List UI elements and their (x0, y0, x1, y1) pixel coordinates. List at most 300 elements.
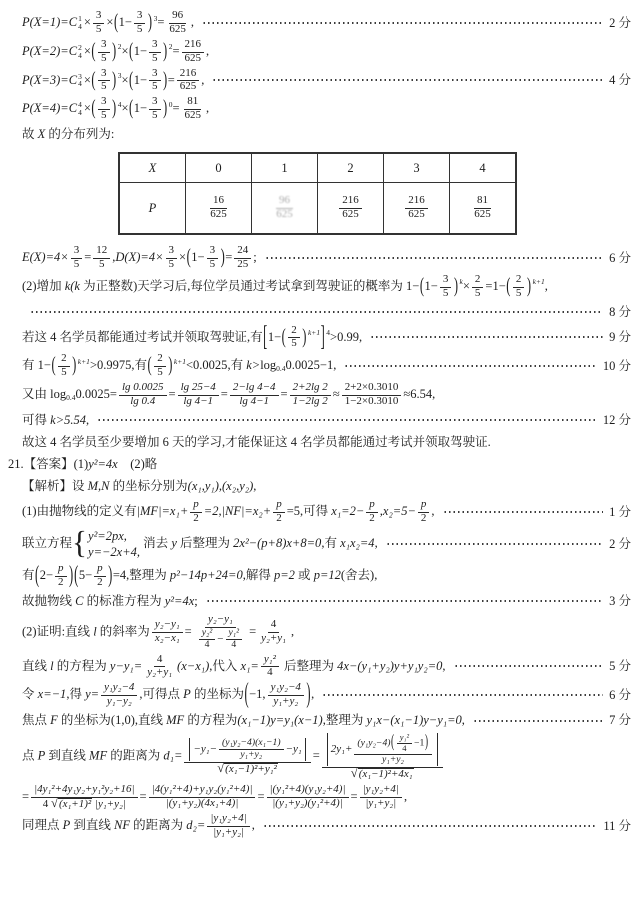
numerator (71, 245, 83, 259)
radical-sign: √ (217, 760, 225, 775)
math-text: P (62, 818, 71, 833)
math-text: p=2 (273, 567, 295, 582)
system-brace: { (72, 525, 88, 561)
text: ,有 (227, 358, 247, 372)
stretchy-delimiter: ) (108, 560, 113, 588)
denominator (182, 53, 205, 65)
math-text: 2+2×0.3010 (344, 381, 399, 393)
table-prob-value (186, 183, 252, 235)
numerator (149, 68, 161, 82)
text: ,代入 (209, 658, 241, 673)
score-label: 3 分 (609, 594, 631, 609)
denominator (366, 513, 378, 525)
math-text: k> (246, 358, 261, 372)
denominator (270, 696, 301, 708)
math-text: 4 (402, 743, 407, 754)
absolute-value (327, 733, 438, 766)
denominator (127, 396, 158, 408)
fraction (154, 353, 166, 379)
square-root (217, 760, 278, 776)
math-text: p (420, 497, 427, 510)
math-text: 12 (96, 244, 108, 256)
math-text: 625 (169, 22, 186, 35)
math-text: 0 (168, 99, 173, 109)
line-content (22, 813, 255, 839)
math-text: D(X)=4× (115, 249, 164, 264)
denominator (40, 795, 129, 811)
math-text: E(X)=4× (22, 249, 69, 264)
text: , (333, 358, 337, 372)
sub-part (78, 80, 82, 88)
math-text: p²−14p+24=0 (169, 567, 243, 582)
math-text: = (157, 14, 165, 29)
dots-leader (206, 595, 603, 608)
text: ; (194, 594, 198, 609)
math-text: y²=2px, (88, 528, 127, 543)
math-text: x₁=2− (331, 503, 365, 518)
denominator (362, 798, 399, 810)
superscript (326, 328, 330, 338)
numerator (149, 39, 161, 53)
numerator (94, 563, 106, 577)
denominator (513, 288, 525, 300)
fraction (71, 245, 83, 271)
stretchy-delimiter: ( (391, 731, 395, 753)
score-label: 5 分 (609, 659, 631, 674)
math-text: × (179, 249, 187, 264)
text: (1)由抛物线的定义有 (22, 503, 137, 518)
math-text: 0.0025−1 (285, 358, 334, 372)
score-label: 12 分 (602, 413, 631, 428)
math-text: 5 (152, 51, 158, 64)
math-text: 24 (237, 244, 249, 256)
score-label: 4 分 (609, 73, 631, 88)
stretchy-delimiter: ( (129, 38, 134, 63)
cell-text: 4 (479, 160, 486, 175)
fraction (472, 274, 484, 300)
line-content (22, 96, 209, 122)
math-text: p (276, 497, 282, 510)
math-text: P (183, 687, 191, 702)
text: 有 (22, 567, 35, 582)
superscript (169, 42, 173, 52)
math-text: 3 (101, 66, 107, 79)
numerator (58, 353, 70, 367)
fraction (58, 353, 70, 379)
math-text: 3 (152, 95, 158, 108)
math-text: y₁y₂−4 (104, 681, 135, 694)
math-text: y₂−y₁ (154, 618, 180, 631)
math-text: lg 4−1 (183, 394, 214, 407)
math-line-1 (0, 10, 643, 36)
numerator (177, 68, 200, 82)
fraction (207, 245, 219, 271)
math-text: d₁= (163, 748, 183, 763)
text: 直线 (22, 658, 51, 673)
fraction (288, 325, 300, 351)
math-line-16 (0, 477, 643, 496)
numerator (184, 96, 201, 110)
text: 后整理为 (176, 535, 234, 550)
math-text: 25 (237, 257, 249, 270)
math-text: 5 (515, 286, 522, 299)
text: 若这 4 名学员都能通过考试并领取驾驶证,有 (22, 329, 263, 344)
numerator (290, 382, 331, 396)
math-text: 2 (291, 323, 297, 336)
math-text: y=−2x+4, (88, 544, 141, 559)
math-text: 2 (58, 575, 64, 588)
dots-leader (443, 505, 604, 518)
math-text: MF (166, 713, 185, 728)
math-text: 5 (73, 257, 80, 270)
numerator (474, 195, 491, 209)
text: , (442, 658, 446, 673)
math-text: = (22, 788, 30, 803)
math-text: 625 (342, 208, 359, 220)
denominator (71, 259, 83, 271)
stretchy-delimiter: ( (91, 38, 96, 63)
stretchy-delimiter: ( (244, 677, 249, 710)
math-text: >0.99 (330, 329, 359, 344)
math-text: P (148, 200, 157, 215)
math-text: 3 (442, 272, 449, 285)
math-text: 5 (101, 109, 107, 122)
denominator (134, 24, 146, 36)
math-text: 96 (279, 194, 290, 207)
math-text: 2 (276, 511, 282, 524)
math-text: 4 (326, 328, 331, 337)
text: , (251, 818, 255, 833)
system-row (88, 544, 140, 560)
math-text: l (93, 624, 97, 639)
math-text: 1−2lg 2 (292, 394, 328, 407)
fraction (98, 39, 110, 65)
sup-sub-stack (78, 73, 82, 89)
math-text: y₁² (228, 626, 240, 638)
numerator (354, 733, 431, 755)
math-text: 216 (342, 194, 359, 207)
math-text: =1− (485, 278, 506, 293)
fraction (149, 68, 161, 94)
line-content (22, 733, 445, 781)
math-text: 5− (78, 567, 93, 582)
math-line-26 (0, 784, 643, 811)
text: 可得 (22, 413, 51, 428)
denominator (149, 81, 161, 93)
math-text: 96 (172, 9, 184, 21)
math-text: −1 (414, 737, 425, 749)
math-text: |y₁y₂+4| (210, 812, 247, 825)
math-text: 4 (78, 108, 82, 118)
text: 联立方程 (22, 535, 73, 550)
math-text: = (257, 788, 265, 803)
math-line-10 (0, 319, 643, 352)
score-label: 9 分 (609, 330, 631, 345)
math-text: 0.4 (66, 393, 76, 403)
math-text: 625 (210, 208, 227, 220)
text: 21.【答案】(1) (8, 457, 89, 472)
dots-leader (370, 331, 603, 344)
fraction (342, 382, 402, 408)
math-text: k+1 (532, 277, 545, 287)
fraction (234, 245, 251, 271)
superscript (118, 100, 122, 110)
math-text: 2 (78, 42, 82, 52)
fraction (267, 784, 349, 810)
math-text: = (225, 249, 233, 264)
math-line-21 (0, 614, 643, 651)
radical-sign: √ (50, 795, 58, 810)
stretchy-delimiter: ( (129, 66, 134, 91)
math-text: >0.9975 (89, 358, 132, 372)
numerator (267, 784, 349, 798)
math-text: 0.0025= (75, 386, 117, 401)
text: , (206, 43, 210, 58)
probability-fraction (405, 195, 428, 221)
text: 为正整数)天学习后,每位学员通过考试拿到驾驶证的概率为 (79, 278, 407, 293)
math-text: |(y₁+y₂)(4x₁+4)| (165, 797, 239, 810)
superscript (154, 14, 158, 24)
math-text: X (37, 127, 46, 142)
radicand (224, 763, 278, 776)
denominator (180, 396, 216, 408)
numerator (418, 499, 430, 513)
math-line-5 (0, 125, 643, 144)
fraction (93, 245, 110, 271)
radicand (358, 768, 414, 781)
denominator (98, 53, 110, 65)
cell-text: 0 (215, 160, 222, 175)
math-text: −y₁− (193, 742, 217, 755)
denominator (190, 513, 202, 525)
numerator (276, 195, 293, 209)
line-content (22, 614, 294, 651)
radicand (58, 798, 92, 811)
math-text: × (83, 101, 91, 115)
numerator (31, 784, 137, 798)
probability-fraction (207, 195, 230, 221)
fraction (101, 682, 137, 708)
math-line-7 (0, 245, 643, 271)
math-text: y−y₁= (109, 658, 143, 673)
denominator (236, 396, 272, 408)
table-x-value (318, 153, 384, 183)
math-text: 1− (191, 249, 205, 264)
math-text: × (83, 14, 91, 29)
math-text: = (220, 386, 228, 401)
text: , (403, 788, 408, 803)
text: 点 (22, 748, 38, 763)
superscript (174, 357, 186, 367)
denominator (207, 259, 219, 271)
text: , (432, 386, 436, 401)
math-text: 2 (61, 352, 67, 365)
numerator (210, 195, 227, 209)
stretchy-delimiter: ( (91, 95, 96, 120)
math-text: 2 (168, 42, 173, 52)
math-text: 1− (406, 278, 420, 293)
denominator (264, 667, 276, 679)
math-text: =5 (286, 503, 300, 518)
math-text: y= (85, 687, 100, 702)
math-text: <0.0025 (186, 358, 228, 372)
math-text: p (97, 562, 103, 574)
numerator (101, 682, 137, 696)
math-text: k (459, 277, 463, 287)
dots-leader (473, 714, 603, 727)
math-text: =2,|NF|=x₂+ (203, 503, 272, 518)
math-text: y₁−y₂ (106, 695, 132, 708)
denominator (342, 396, 402, 408)
math-text: 0.4 (276, 364, 286, 374)
fraction (273, 499, 285, 525)
text: ,直线 (134, 713, 167, 728)
math-text: X (148, 160, 157, 175)
math-text: |y₁y₂+4| (362, 783, 399, 796)
superscript (118, 71, 122, 81)
math-text: y₁y₂−4 (270, 681, 301, 694)
text: ,整理为 (322, 713, 367, 728)
text: 【解析】设 (22, 479, 88, 494)
math-text: = (312, 748, 320, 763)
text: , (358, 329, 363, 344)
math-text: 5 (99, 257, 105, 270)
math-text: d₂= (186, 818, 206, 833)
math-text: 5 (157, 366, 163, 379)
math-text: 5 (474, 286, 481, 299)
math-text: 5 (101, 80, 107, 93)
numerator (154, 654, 166, 668)
numerator (178, 382, 219, 396)
math-text: 4 (42, 797, 51, 810)
probability-fraction (339, 195, 362, 221)
fraction (440, 274, 452, 300)
math-text: y₁+y₂ (273, 695, 299, 708)
text: ,解得 (242, 567, 274, 582)
dots-leader (30, 306, 603, 319)
denominator (58, 367, 70, 379)
numerator (190, 499, 202, 513)
text: 的坐标分别为 (109, 479, 188, 494)
text: 或 (294, 567, 314, 582)
math-text: |y₁+y₂| (92, 797, 126, 810)
denominator (258, 633, 289, 645)
stretchy-delimiter: ] (320, 319, 325, 352)
math-text: |y₁+y₂| (213, 826, 244, 839)
stretchy-delimiter: ) (526, 273, 532, 298)
text: 的标准方程为 (83, 594, 165, 609)
math-text: 2−lg 4−4 (232, 381, 276, 393)
math-text: 4 (270, 618, 277, 631)
math-text: (x₁−1)²+4x₁ (358, 767, 413, 780)
denominator (228, 640, 239, 650)
text: 的分布列为: (45, 127, 115, 142)
score-label: 6 分 (609, 688, 631, 703)
text: , (201, 72, 205, 87)
stretchy-delimiter: ) (453, 273, 458, 298)
line-content (22, 10, 194, 36)
math-text: 4x−(y₁+y₂)y+y₁y₂=0 (337, 658, 443, 673)
stretchy-delimiter: ( (186, 244, 191, 269)
text: 又由 (22, 386, 51, 401)
math-text: × (121, 43, 129, 58)
cell-text: 2 (347, 160, 354, 175)
math-text: 1− (118, 14, 132, 29)
math-text: 3 (168, 244, 175, 256)
math-text: p=12 (313, 567, 341, 582)
line-content (22, 353, 336, 379)
math-text: = (184, 624, 192, 639)
score-label: 6 分 (609, 250, 631, 265)
fraction (177, 68, 200, 94)
numerator (93, 10, 105, 24)
fraction (226, 628, 243, 651)
text: 同理点 (22, 818, 63, 833)
line-content (22, 784, 407, 811)
text: 的斜率为 (96, 624, 150, 639)
stretchy-delimiter: ) (163, 38, 168, 63)
stretchy-delimiter: ( (506, 273, 511, 298)
table-variable-label (119, 153, 186, 183)
math-text: 625 (408, 208, 425, 220)
numerator (149, 784, 256, 798)
numerator (366, 499, 378, 513)
stretchy-delimiter: ( (281, 323, 286, 348)
line-content (22, 274, 548, 300)
stretchy-delimiter: ) (168, 352, 173, 377)
table-prob-label (119, 183, 186, 235)
dots-leader (212, 74, 603, 87)
line-content (22, 525, 378, 561)
denominator (166, 24, 189, 36)
table-prob-row (119, 183, 516, 235)
fraction (354, 733, 431, 766)
math-text: 3 (101, 37, 107, 50)
denominator (210, 827, 247, 839)
numerator (440, 274, 452, 288)
table-prob-value (450, 183, 517, 235)
math-text: 216 (408, 194, 425, 207)
math-text: 5 (168, 257, 175, 270)
math-text: × (106, 14, 114, 29)
math-text: k+1 (77, 356, 90, 366)
sup-sub-stack (78, 101, 82, 117)
math-text: 216 (184, 37, 201, 50)
line-content (22, 319, 363, 352)
denominator (207, 209, 230, 221)
math-text: 3 (153, 13, 158, 23)
fraction (261, 654, 279, 680)
dots-leader (263, 820, 597, 833)
denominator (418, 513, 430, 525)
stretchy-delimiter: ( (113, 9, 119, 34)
numerator (207, 813, 249, 827)
math-text: 4 (267, 666, 273, 679)
math-text: × (462, 278, 470, 293)
math-line-9 (0, 303, 643, 322)
math-text: (x₁+1)² (58, 797, 92, 810)
denominator (104, 696, 135, 708)
score-label: 11 分 (603, 819, 631, 834)
superscript (533, 277, 545, 287)
text: ,可得 (300, 503, 332, 518)
math-text: 5 (152, 80, 158, 93)
math-text: |4y₁²+4y₁y₂+y₁²y₂+16| (34, 782, 135, 795)
math-text: 3 (117, 71, 122, 80)
math-text: |(y₁²+4)(y₁y₂+4)| (269, 783, 346, 796)
math-text: 1− (267, 329, 282, 344)
math-text: y₂² (201, 626, 213, 638)
